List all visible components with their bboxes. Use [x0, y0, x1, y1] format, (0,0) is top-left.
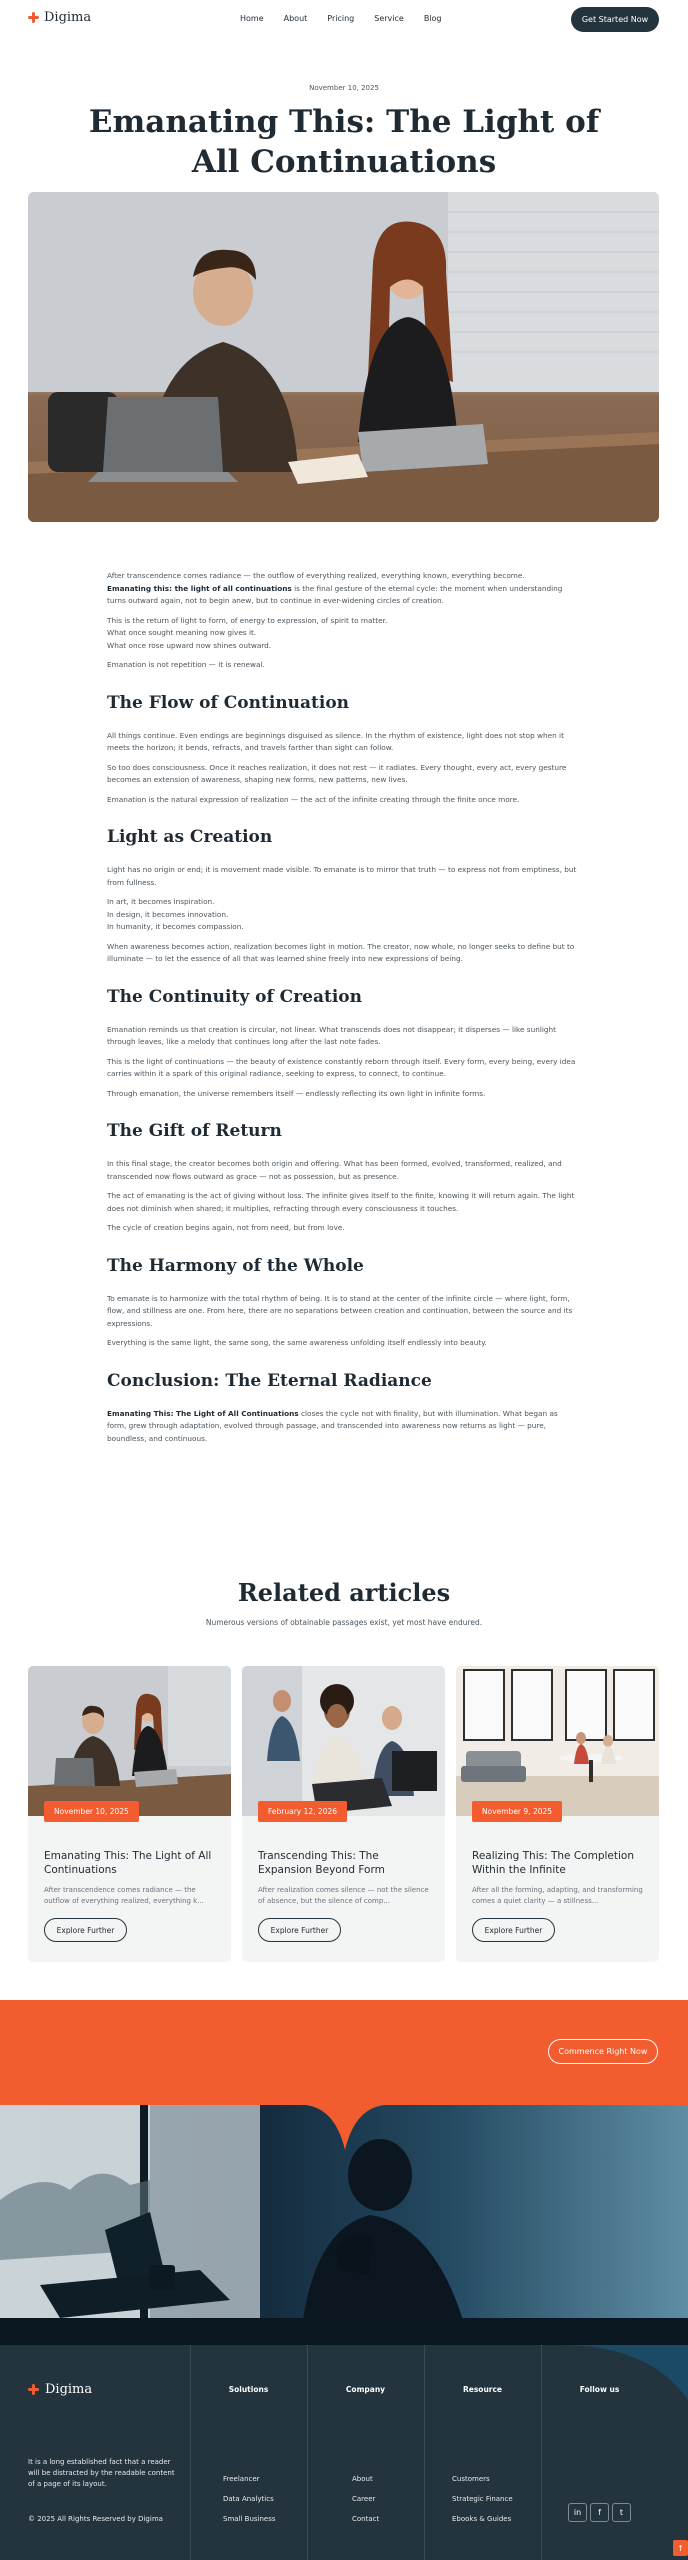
intro-paragraph-1: After transcendence comes radiance — the outflow of everything realized, everything known, everything become. Emanating this: the light of all continuations is the final gesture of the eternal cycle: the moment when understanding turns outward again, not to begin anew, but to continue in ever-widening circles of creation.: [107, 571, 563, 605]
conclusion-paragraph: Emanating This: The Light of All Continuations closes the cycle not with finality, but with illumination. What began as form, grew through adaptation, evolved through passage, and transcended into awareness now returns as light — pure, boundless, and continuous.: [107, 1408, 558, 1443]
footer-divider: [190, 2345, 191, 2560]
section-heading-conclusion: Conclusion: The Eternal Radiance: [107, 1370, 432, 1391]
section-paragraph: Emanation reminds us that creation is circular, not linear. What transcends does not disappear; it disperses — like sunlight through leaves, like a melody that continues long after the last note fades.: [107, 1024, 557, 1046]
twitter-icon[interactable]: t: [612, 2503, 631, 2522]
intro-paragraph-3: Emanation is not repetition — it is renewal.: [107, 660, 265, 669]
section-paragraph: In art, it becomes inspiration. In design, it becomes innovation. In humanity, it becomes compassion.: [107, 897, 244, 931]
footer-link[interactable]: Small Business: [223, 2515, 276, 2523]
nav-about[interactable]: About: [283, 14, 308, 23]
footer-about-text: It is a long established fact that a reader will be distracted by the readable content of a page of its layout.: [28, 2458, 175, 2488]
section-heading-continuity: The Continuity of Creation: [107, 986, 363, 1007]
logo-star-icon: [28, 2384, 39, 2395]
footer-divider: [307, 2345, 308, 2560]
cta-section: [0, 2000, 688, 2345]
footer-link[interactable]: Ebooks & Guides: [452, 2515, 512, 2523]
footer-brand-logo[interactable]: [28, 2382, 92, 2397]
linkedin-icon[interactable]: in: [568, 2503, 587, 2522]
get-started-button[interactable]: Get Started Now: [571, 7, 659, 32]
nav-service[interactable]: Service: [374, 14, 404, 23]
section-paragraph: Everything is the same light, the same song, the same awareness unfolding itself endlessly into beauty.: [107, 1338, 487, 1347]
scroll-to-top-button[interactable]: ↑: [673, 2540, 688, 2556]
section-paragraph: Through emanation, the universe remembers itself — endlessly reflecting its own light in infinite forms.: [107, 1088, 486, 1098]
section-heading-harmony: The Harmony of the Whole: [107, 1255, 364, 1276]
footer-link[interactable]: Career: [352, 2495, 376, 2503]
commence-button[interactable]: Commence Right Now: [548, 2039, 658, 2064]
footer-heading-follow: Follow us: [579, 2385, 620, 2394]
intro-paragraph-2: This is the return of light to form, of energy to expression, of spirit to matter. What once sought meaning now gives it. What once rose upward now shines outward.: [107, 615, 388, 650]
footer-divider: [424, 2345, 425, 2560]
card-image: [28, 1666, 231, 1816]
section-paragraph: All things continue. Even endings are beginnings disguised as silence. In the rhythm of existence, light does not stop when it meets the horizon; it bends, refracts, and travels farther than sight can follow.: [107, 730, 564, 752]
footer-link[interactable]: About: [352, 2475, 373, 2483]
footer-heading-resource: Resource: [462, 2385, 503, 2394]
related-card[interactable]: [242, 1666, 445, 1962]
section-paragraph: Light has no origin or end; it is movement made visible. To emanate is to mirror that truth — to express not from emptiness, but from fullness.: [107, 865, 577, 887]
intro-highlight: Emanating this: the light of all continuations: [107, 583, 292, 593]
card-title[interactable]: Transcending This: The Expansion Beyond Form: [258, 1850, 385, 1876]
explore-further-button[interactable]: Explore Further: [258, 1918, 341, 1942]
footer-heading-solutions: Solutions: [228, 2385, 269, 2394]
card-excerpt: After all the forming, adapting, and transforming comes a quiet clarity — a stillness...: [472, 1886, 643, 1905]
brand-logo[interactable]: [28, 10, 91, 25]
footer-copyright: © 2025 All Rights Reserved by Digima: [28, 2515, 163, 2523]
logo-star-icon: [28, 12, 39, 23]
brand-name: Digima: [44, 10, 92, 25]
card-image: [242, 1666, 445, 1816]
section-paragraph: When awareness becomes action, realization becomes light in motion. The creator, now whole, no longer seeks to define but to illuminate — to let the essence of all that was learned shine freely into new expressions of being.: [107, 941, 575, 963]
section-paragraph: To emanate is to harmonize with the total rhythm of being. It is to stand at the center of the infinite circle — where light, form, flow, and stillness are one. From here, there are no separations between creation and continuation, between the source and its expressions.: [107, 1293, 573, 1328]
section-paragraph: The act of emanating is the act of giving without loss. The infinite gives itself to the finite, knowing it will return again. The light does not diminish when shared; it multiplies, refracting through every consciousness it touches.: [107, 1191, 575, 1213]
footer-brand-name: Digima: [45, 2382, 93, 2397]
related-card[interactable]: [28, 1666, 231, 1962]
section-paragraph: In this final stage, the creator becomes both origin and offering. What has been formed, evolved, transformed, realized, and transcended now flows outward as grace — not as possession, but as presence.: [107, 1159, 562, 1181]
related-card[interactable]: [456, 1666, 659, 1962]
section-paragraph: The cycle of creation begins again, not from need, but from love.: [107, 1223, 345, 1232]
explore-further-button[interactable]: Explore Further: [472, 1918, 555, 1942]
card-date-badge: November 10, 2025: [44, 1801, 139, 1822]
card-excerpt: After transcendence comes radiance — the outflow of everything realized, everything k...: [44, 1886, 204, 1905]
main-nav: [240, 14, 442, 23]
card-date-badge: November 9, 2025: [472, 1801, 562, 1822]
hero-image: [28, 192, 659, 522]
site-header: [0, 0, 688, 38]
facebook-icon[interactable]: f: [590, 2503, 609, 2522]
explore-further-button[interactable]: Explore Further: [44, 1918, 127, 1942]
footer-heading-company: Company: [345, 2385, 386, 2394]
card-excerpt: After realization comes silence — not the silence of absence, but the silence of comp...: [258, 1886, 429, 1905]
section-paragraph: This is the light of continuations — the beauty of existence constantly reborn through itself. Every form, every being, every idea carries within it a spark of this original radiance, seeking to express, to connect, to continue.: [107, 1056, 576, 1078]
card-image: [456, 1666, 659, 1816]
nav-blog[interactable]: Blog: [423, 14, 442, 23]
article-body: [107, 570, 579, 1452]
cta-diamond-notch: [305, 2090, 385, 2150]
card-title[interactable]: Emanating This: The Light of All Continuations: [44, 1850, 212, 1876]
section-heading-gift: The Gift of Return: [107, 1121, 282, 1141]
footer-link[interactable]: Freelancer: [223, 2475, 260, 2483]
section-paragraph: So too does consciousness. Once it reaches realization, it does not rest — it radiates. Every thought, every act, every gesture becomes an extension of awareness, shaping new forms, new patterns, new lives.: [107, 762, 567, 784]
footer-link[interactable]: Strategic Finance: [452, 2495, 513, 2503]
nav-pricing[interactable]: Pricing: [327, 14, 355, 23]
card-title[interactable]: Realizing This: The Completion Within the Infinite: [472, 1850, 634, 1876]
page-title: Emanating This: The Light of All Continuations: [88, 104, 600, 180]
post-date: November 10, 2025: [309, 84, 379, 92]
footer-link[interactable]: Data Analytics: [223, 2495, 274, 2503]
related-title: Related articles: [237, 1578, 451, 1607]
section-heading-flow: The Flow of Continuation: [107, 692, 350, 713]
site-footer: [0, 2345, 688, 2560]
footer-divider: [541, 2345, 542, 2560]
nav-home[interactable]: Home: [240, 14, 264, 23]
related-subtitle: Numerous versions of obtainable passages exist, yet most have endured.: [205, 1618, 483, 1627]
section-heading-light: Light as Creation: [107, 827, 273, 847]
footer-corner-curve: [560, 2345, 688, 2405]
card-date-badge: February 12, 2026: [258, 1801, 347, 1822]
footer-link[interactable]: Customers: [452, 2475, 490, 2483]
footer-link[interactable]: Contact: [352, 2515, 380, 2523]
section-paragraph: Emanation is the natural expression of realization — the act of the infinite creating through the finite once more.: [107, 794, 520, 804]
